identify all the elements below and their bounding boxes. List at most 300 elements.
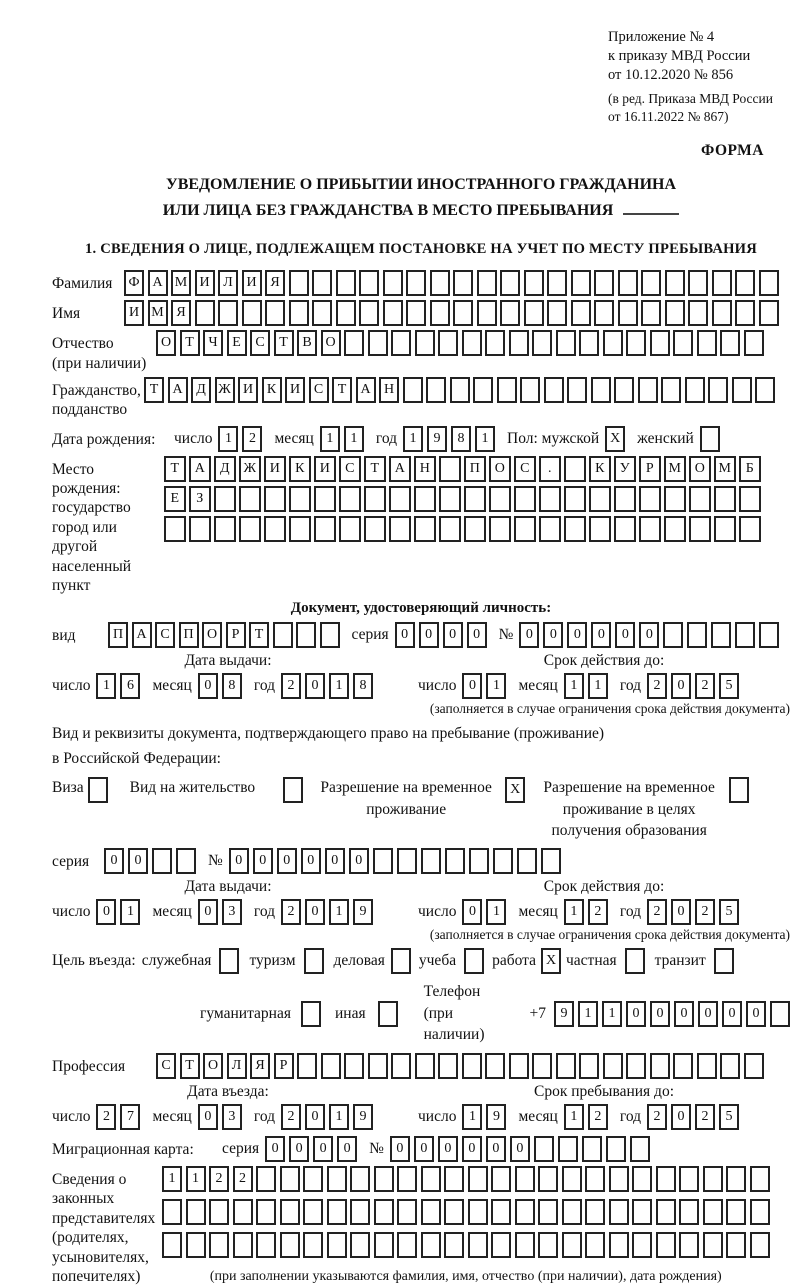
char-cell[interactable]: 1 bbox=[120, 899, 140, 925]
char-cell[interactable]: О bbox=[203, 1053, 223, 1079]
char-cell[interactable]: 1 bbox=[564, 1104, 584, 1130]
char-cell[interactable]: Н bbox=[414, 456, 436, 482]
char-cell[interactable]: Т bbox=[180, 330, 200, 356]
char-cell[interactable] bbox=[614, 486, 636, 512]
char-cell[interactable] bbox=[567, 377, 587, 403]
char-cell[interactable]: М bbox=[714, 456, 736, 482]
char-cell[interactable]: 0 bbox=[674, 1001, 694, 1027]
char-cell[interactable] bbox=[209, 1232, 229, 1258]
char-cell[interactable] bbox=[564, 516, 586, 542]
char-cell[interactable]: Д bbox=[214, 456, 236, 482]
char-cell[interactable]: 0 bbox=[390, 1136, 410, 1162]
char-cell[interactable] bbox=[679, 1166, 699, 1192]
char-cell[interactable]: 0 bbox=[198, 899, 218, 925]
char-cell[interactable] bbox=[280, 1199, 300, 1225]
char-cell[interactable] bbox=[712, 300, 732, 326]
char-cell[interactable]: 0 bbox=[265, 1136, 285, 1162]
char-cell[interactable]: П bbox=[464, 456, 486, 482]
char-cell[interactable] bbox=[630, 1136, 650, 1162]
char-cell[interactable] bbox=[688, 300, 708, 326]
purpose-opt1-checkbox[interactable] bbox=[219, 948, 239, 974]
char-cell[interactable] bbox=[656, 1166, 676, 1192]
char-cell[interactable]: 2 bbox=[647, 1104, 667, 1130]
purpose-opt4-checkbox[interactable] bbox=[464, 948, 484, 974]
char-cell[interactable] bbox=[397, 848, 417, 874]
char-cell[interactable]: 0 bbox=[467, 622, 487, 648]
char-cell[interactable] bbox=[312, 270, 332, 296]
char-cell[interactable] bbox=[585, 1199, 605, 1225]
char-cell[interactable] bbox=[708, 377, 728, 403]
char-cell[interactable]: 2 bbox=[588, 899, 608, 925]
char-cell[interactable] bbox=[739, 516, 761, 542]
char-cell[interactable] bbox=[614, 377, 634, 403]
char-cell[interactable]: Ч bbox=[203, 330, 223, 356]
char-cell[interactable]: С bbox=[309, 377, 329, 403]
char-cell[interactable] bbox=[632, 1199, 652, 1225]
char-cell[interactable]: Т bbox=[144, 377, 164, 403]
char-cell[interactable] bbox=[562, 1199, 582, 1225]
char-cell[interactable] bbox=[632, 1166, 652, 1192]
char-cell[interactable]: 2 bbox=[588, 1104, 608, 1130]
char-cell[interactable]: И bbox=[124, 300, 144, 326]
char-cell[interactable] bbox=[759, 270, 779, 296]
char-cell[interactable]: К bbox=[589, 456, 611, 482]
char-cell[interactable] bbox=[430, 270, 450, 296]
char-cell[interactable] bbox=[689, 516, 711, 542]
char-cell[interactable] bbox=[744, 330, 764, 356]
char-cell[interactable]: 1 bbox=[162, 1166, 182, 1192]
char-cell[interactable]: 0 bbox=[567, 622, 587, 648]
char-cell[interactable] bbox=[297, 1053, 317, 1079]
char-cell[interactable]: 1 bbox=[320, 426, 340, 452]
purpose-opt5-checkbox[interactable]: X bbox=[541, 948, 561, 974]
char-cell[interactable] bbox=[564, 456, 586, 482]
char-cell[interactable] bbox=[564, 486, 586, 512]
char-cell[interactable] bbox=[489, 486, 511, 512]
char-cell[interactable]: О bbox=[202, 622, 222, 648]
char-cell[interactable] bbox=[594, 300, 614, 326]
char-cell[interactable]: 0 bbox=[462, 899, 482, 925]
char-cell[interactable] bbox=[469, 848, 489, 874]
char-cell[interactable]: М bbox=[148, 300, 168, 326]
char-cell[interactable]: 0 bbox=[104, 848, 124, 874]
char-cell[interactable]: 0 bbox=[305, 1104, 325, 1130]
char-cell[interactable] bbox=[547, 300, 567, 326]
char-cell[interactable] bbox=[438, 330, 458, 356]
char-cell[interactable] bbox=[397, 1232, 417, 1258]
char-cell[interactable]: 2 bbox=[96, 1104, 116, 1130]
char-cell[interactable]: 5 bbox=[719, 1104, 739, 1130]
char-cell[interactable] bbox=[534, 1136, 554, 1162]
char-cell[interactable]: Т bbox=[274, 330, 294, 356]
char-cell[interactable]: 2 bbox=[647, 899, 667, 925]
char-cell[interactable] bbox=[541, 848, 561, 874]
char-cell[interactable]: И bbox=[285, 377, 305, 403]
char-cell[interactable]: А bbox=[189, 456, 211, 482]
char-cell[interactable] bbox=[750, 1166, 770, 1192]
char-cell[interactable] bbox=[750, 1232, 770, 1258]
char-cell[interactable] bbox=[663, 622, 683, 648]
char-cell[interactable] bbox=[233, 1232, 253, 1258]
char-cell[interactable] bbox=[430, 300, 450, 326]
char-cell[interactable] bbox=[339, 516, 361, 542]
char-cell[interactable]: 0 bbox=[277, 848, 297, 874]
char-cell[interactable] bbox=[497, 377, 517, 403]
char-cell[interactable]: 2 bbox=[695, 899, 715, 925]
char-cell[interactable]: 0 bbox=[395, 622, 415, 648]
char-cell[interactable] bbox=[539, 516, 561, 542]
char-cell[interactable] bbox=[214, 516, 236, 542]
char-cell[interactable] bbox=[665, 270, 685, 296]
char-cell[interactable] bbox=[582, 1136, 602, 1162]
char-cell[interactable] bbox=[364, 486, 386, 512]
char-cell[interactable] bbox=[468, 1199, 488, 1225]
char-cell[interactable] bbox=[632, 1232, 652, 1258]
char-cell[interactable]: 1 bbox=[475, 426, 495, 452]
char-cell[interactable] bbox=[524, 300, 544, 326]
char-cell[interactable]: Т bbox=[180, 1053, 200, 1079]
char-cell[interactable]: 0 bbox=[698, 1001, 718, 1027]
char-cell[interactable]: 0 bbox=[253, 848, 273, 874]
char-cell[interactable] bbox=[755, 377, 775, 403]
char-cell[interactable] bbox=[679, 1232, 699, 1258]
char-cell[interactable] bbox=[603, 1053, 623, 1079]
char-cell[interactable]: 0 bbox=[722, 1001, 742, 1027]
char-cell[interactable] bbox=[383, 300, 403, 326]
char-cell[interactable] bbox=[186, 1199, 206, 1225]
char-cell[interactable]: Р bbox=[274, 1053, 294, 1079]
char-cell[interactable] bbox=[606, 1136, 626, 1162]
char-cell[interactable]: В bbox=[297, 330, 317, 356]
char-cell[interactable] bbox=[218, 300, 238, 326]
char-cell[interactable] bbox=[735, 300, 755, 326]
char-cell[interactable]: 1 bbox=[486, 673, 506, 699]
char-cell[interactable]: А bbox=[168, 377, 188, 403]
char-cell[interactable] bbox=[509, 330, 529, 356]
char-cell[interactable]: 1 bbox=[218, 426, 238, 452]
char-cell[interactable] bbox=[539, 486, 561, 512]
char-cell[interactable]: 0 bbox=[462, 1136, 482, 1162]
char-cell[interactable]: И bbox=[238, 377, 258, 403]
char-cell[interactable] bbox=[485, 330, 505, 356]
char-cell[interactable] bbox=[639, 486, 661, 512]
char-cell[interactable]: 0 bbox=[305, 673, 325, 699]
char-cell[interactable] bbox=[186, 1232, 206, 1258]
char-cell[interactable]: 9 bbox=[554, 1001, 574, 1027]
char-cell[interactable] bbox=[626, 1053, 646, 1079]
char-cell[interactable] bbox=[239, 516, 261, 542]
char-cell[interactable]: 1 bbox=[403, 426, 423, 452]
char-cell[interactable] bbox=[638, 377, 658, 403]
char-cell[interactable] bbox=[368, 330, 388, 356]
char-cell[interactable] bbox=[406, 270, 426, 296]
char-cell[interactable] bbox=[389, 516, 411, 542]
char-cell[interactable] bbox=[720, 330, 740, 356]
char-cell[interactable] bbox=[439, 456, 461, 482]
char-cell[interactable] bbox=[688, 270, 708, 296]
char-cell[interactable]: 5 bbox=[719, 673, 739, 699]
char-cell[interactable] bbox=[687, 622, 707, 648]
char-cell[interactable] bbox=[273, 622, 293, 648]
char-cell[interactable]: 1 bbox=[578, 1001, 598, 1027]
char-cell[interactable] bbox=[426, 377, 446, 403]
char-cell[interactable]: 0 bbox=[543, 622, 563, 648]
char-cell[interactable] bbox=[464, 486, 486, 512]
char-cell[interactable]: 3 bbox=[222, 1104, 242, 1130]
char-cell[interactable] bbox=[296, 622, 316, 648]
char-cell[interactable] bbox=[697, 330, 717, 356]
char-cell[interactable]: Т bbox=[249, 622, 269, 648]
char-cell[interactable]: И bbox=[242, 270, 262, 296]
char-cell[interactable] bbox=[744, 1053, 764, 1079]
char-cell[interactable] bbox=[359, 300, 379, 326]
char-cell[interactable]: 1 bbox=[344, 426, 364, 452]
char-cell[interactable] bbox=[515, 1232, 535, 1258]
char-cell[interactable] bbox=[303, 1232, 323, 1258]
char-cell[interactable] bbox=[327, 1232, 347, 1258]
char-cell[interactable]: П bbox=[179, 622, 199, 648]
char-cell[interactable] bbox=[264, 516, 286, 542]
char-cell[interactable] bbox=[445, 848, 465, 874]
char-cell[interactable] bbox=[256, 1166, 276, 1192]
char-cell[interactable] bbox=[339, 486, 361, 512]
char-cell[interactable] bbox=[464, 516, 486, 542]
temp-residence-checkbox[interactable]: X bbox=[505, 777, 525, 803]
char-cell[interactable] bbox=[321, 1053, 341, 1079]
char-cell[interactable]: 8 bbox=[353, 673, 373, 699]
char-cell[interactable] bbox=[585, 1166, 605, 1192]
char-cell[interactable]: 0 bbox=[96, 899, 116, 925]
char-cell[interactable]: 1 bbox=[329, 899, 349, 925]
char-cell[interactable] bbox=[314, 516, 336, 542]
char-cell[interactable]: 1 bbox=[96, 673, 116, 699]
char-cell[interactable] bbox=[462, 330, 482, 356]
char-cell[interactable]: 1 bbox=[486, 899, 506, 925]
char-cell[interactable]: А bbox=[389, 456, 411, 482]
char-cell[interactable] bbox=[544, 377, 564, 403]
char-cell[interactable] bbox=[489, 516, 511, 542]
purpose-opt8-checkbox[interactable] bbox=[301, 1001, 321, 1027]
char-cell[interactable] bbox=[421, 1199, 441, 1225]
char-cell[interactable] bbox=[639, 516, 661, 542]
char-cell[interactable] bbox=[759, 622, 779, 648]
char-cell[interactable] bbox=[562, 1166, 582, 1192]
char-cell[interactable]: С bbox=[156, 1053, 176, 1079]
char-cell[interactable] bbox=[759, 300, 779, 326]
char-cell[interactable] bbox=[256, 1232, 276, 1258]
char-cell[interactable]: Т bbox=[364, 456, 386, 482]
char-cell[interactable] bbox=[336, 270, 356, 296]
char-cell[interactable] bbox=[514, 486, 536, 512]
char-cell[interactable]: Л bbox=[218, 270, 238, 296]
purpose-opt9-checkbox[interactable] bbox=[378, 1001, 398, 1027]
char-cell[interactable]: 0 bbox=[519, 622, 539, 648]
char-cell[interactable]: 2 bbox=[695, 673, 715, 699]
char-cell[interactable] bbox=[289, 270, 309, 296]
char-cell[interactable]: С bbox=[514, 456, 536, 482]
char-cell[interactable] bbox=[532, 1053, 552, 1079]
char-cell[interactable]: 1 bbox=[602, 1001, 622, 1027]
char-cell[interactable] bbox=[509, 1053, 529, 1079]
char-cell[interactable] bbox=[468, 1232, 488, 1258]
char-cell[interactable]: 1 bbox=[462, 1104, 482, 1130]
char-cell[interactable]: Т bbox=[332, 377, 352, 403]
char-cell[interactable] bbox=[350, 1166, 370, 1192]
char-cell[interactable] bbox=[439, 516, 461, 542]
char-cell[interactable] bbox=[491, 1232, 511, 1258]
char-cell[interactable] bbox=[391, 330, 411, 356]
char-cell[interactable]: 2 bbox=[647, 673, 667, 699]
char-cell[interactable] bbox=[589, 486, 611, 512]
char-cell[interactable] bbox=[280, 1232, 300, 1258]
char-cell[interactable] bbox=[473, 377, 493, 403]
char-cell[interactable]: Д bbox=[191, 377, 211, 403]
char-cell[interactable] bbox=[373, 848, 393, 874]
char-cell[interactable] bbox=[320, 622, 340, 648]
char-cell[interactable] bbox=[415, 330, 435, 356]
char-cell[interactable] bbox=[303, 1166, 323, 1192]
char-cell[interactable] bbox=[735, 622, 755, 648]
char-cell[interactable]: 2 bbox=[242, 426, 262, 452]
char-cell[interactable] bbox=[421, 1232, 441, 1258]
char-cell[interactable] bbox=[661, 377, 681, 403]
purpose-opt2-checkbox[interactable] bbox=[304, 948, 324, 974]
char-cell[interactable] bbox=[327, 1199, 347, 1225]
char-cell[interactable] bbox=[327, 1166, 347, 1192]
char-cell[interactable] bbox=[726, 1232, 746, 1258]
char-cell[interactable]: А bbox=[356, 377, 376, 403]
char-cell[interactable]: 2 bbox=[281, 1104, 301, 1130]
char-cell[interactable] bbox=[256, 1199, 276, 1225]
char-cell[interactable] bbox=[739, 486, 761, 512]
char-cell[interactable]: У bbox=[614, 456, 636, 482]
char-cell[interactable] bbox=[703, 1166, 723, 1192]
char-cell[interactable] bbox=[579, 1053, 599, 1079]
char-cell[interactable]: А bbox=[148, 270, 168, 296]
char-cell[interactable]: 2 bbox=[233, 1166, 253, 1192]
char-cell[interactable]: 9 bbox=[486, 1104, 506, 1130]
char-cell[interactable] bbox=[726, 1166, 746, 1192]
char-cell[interactable] bbox=[491, 1199, 511, 1225]
char-cell[interactable] bbox=[711, 622, 731, 648]
char-cell[interactable] bbox=[444, 1166, 464, 1192]
char-cell[interactable]: 0 bbox=[313, 1136, 333, 1162]
char-cell[interactable]: 1 bbox=[564, 899, 584, 925]
char-cell[interactable]: Р bbox=[226, 622, 246, 648]
char-cell[interactable] bbox=[603, 330, 623, 356]
char-cell[interactable] bbox=[359, 270, 379, 296]
char-cell[interactable] bbox=[532, 330, 552, 356]
char-cell[interactable]: 0 bbox=[305, 899, 325, 925]
char-cell[interactable] bbox=[374, 1166, 394, 1192]
char-cell[interactable]: 9 bbox=[353, 899, 373, 925]
char-cell[interactable]: 1 bbox=[564, 673, 584, 699]
char-cell[interactable] bbox=[364, 516, 386, 542]
char-cell[interactable] bbox=[594, 270, 614, 296]
char-cell[interactable] bbox=[406, 300, 426, 326]
char-cell[interactable]: 2 bbox=[281, 899, 301, 925]
char-cell[interactable] bbox=[462, 1053, 482, 1079]
char-cell[interactable]: Я bbox=[250, 1053, 270, 1079]
char-cell[interactable]: Ф bbox=[124, 270, 144, 296]
char-cell[interactable]: О bbox=[689, 456, 711, 482]
char-cell[interactable] bbox=[656, 1232, 676, 1258]
char-cell[interactable] bbox=[289, 300, 309, 326]
char-cell[interactable] bbox=[439, 486, 461, 512]
char-cell[interactable]: 8 bbox=[222, 673, 242, 699]
char-cell[interactable] bbox=[314, 486, 336, 512]
char-cell[interactable] bbox=[485, 1053, 505, 1079]
char-cell[interactable]: К bbox=[262, 377, 282, 403]
char-cell[interactable] bbox=[368, 1053, 388, 1079]
char-cell[interactable] bbox=[336, 300, 356, 326]
char-cell[interactable] bbox=[491, 1166, 511, 1192]
char-cell[interactable]: 9 bbox=[353, 1104, 373, 1130]
char-cell[interactable]: 0 bbox=[746, 1001, 766, 1027]
char-cell[interactable] bbox=[421, 1166, 441, 1192]
char-cell[interactable] bbox=[289, 516, 311, 542]
char-cell[interactable] bbox=[453, 270, 473, 296]
char-cell[interactable] bbox=[664, 486, 686, 512]
char-cell[interactable] bbox=[414, 516, 436, 542]
char-cell[interactable] bbox=[720, 1053, 740, 1079]
char-cell[interactable]: 0 bbox=[462, 673, 482, 699]
char-cell[interactable]: С bbox=[155, 622, 175, 648]
char-cell[interactable] bbox=[312, 300, 332, 326]
char-cell[interactable]: Л bbox=[227, 1053, 247, 1079]
char-cell[interactable] bbox=[547, 270, 567, 296]
char-cell[interactable]: 1 bbox=[329, 673, 349, 699]
char-cell[interactable] bbox=[421, 848, 441, 874]
char-cell[interactable]: 0 bbox=[443, 622, 463, 648]
char-cell[interactable]: Я bbox=[171, 300, 191, 326]
char-cell[interactable] bbox=[558, 1136, 578, 1162]
char-cell[interactable] bbox=[350, 1232, 370, 1258]
char-cell[interactable] bbox=[397, 1166, 417, 1192]
char-cell[interactable] bbox=[697, 1053, 717, 1079]
char-cell[interactable]: М bbox=[171, 270, 191, 296]
char-cell[interactable] bbox=[609, 1166, 629, 1192]
char-cell[interactable]: 0 bbox=[301, 848, 321, 874]
char-cell[interactable] bbox=[453, 300, 473, 326]
female-checkbox[interactable] bbox=[700, 426, 720, 452]
edu-residence-checkbox[interactable] bbox=[729, 777, 749, 803]
purpose-opt3-checkbox[interactable] bbox=[391, 948, 411, 974]
char-cell[interactable] bbox=[703, 1232, 723, 1258]
char-cell[interactable]: . bbox=[539, 456, 561, 482]
char-cell[interactable] bbox=[389, 486, 411, 512]
char-cell[interactable]: 9 bbox=[427, 426, 447, 452]
char-cell[interactable]: 0 bbox=[671, 899, 691, 925]
char-cell[interactable]: 0 bbox=[650, 1001, 670, 1027]
char-cell[interactable] bbox=[242, 300, 262, 326]
char-cell[interactable] bbox=[585, 1232, 605, 1258]
char-cell[interactable]: 0 bbox=[198, 1104, 218, 1130]
char-cell[interactable]: 3 bbox=[222, 899, 242, 925]
char-cell[interactable] bbox=[735, 270, 755, 296]
char-cell[interactable]: И bbox=[195, 270, 215, 296]
char-cell[interactable]: 0 bbox=[419, 622, 439, 648]
char-cell[interactable]: 7 bbox=[120, 1104, 140, 1130]
char-cell[interactable]: А bbox=[132, 622, 152, 648]
char-cell[interactable]: П bbox=[108, 622, 128, 648]
char-cell[interactable] bbox=[673, 330, 693, 356]
char-cell[interactable] bbox=[665, 300, 685, 326]
char-cell[interactable]: 0 bbox=[438, 1136, 458, 1162]
char-cell[interactable] bbox=[195, 300, 215, 326]
char-cell[interactable] bbox=[374, 1199, 394, 1225]
char-cell[interactable] bbox=[571, 300, 591, 326]
